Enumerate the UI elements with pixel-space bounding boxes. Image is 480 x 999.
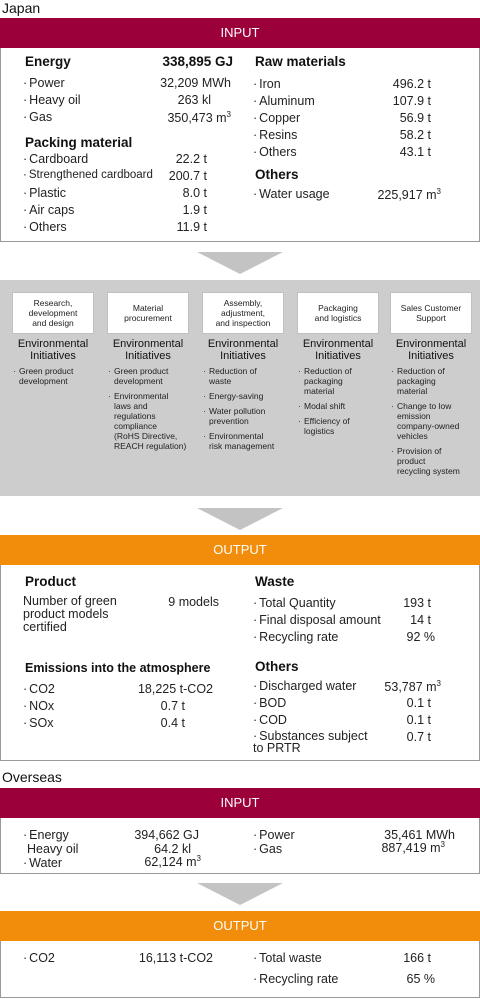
emission-sox-label: · SOx: [23, 716, 53, 730]
stage-assembly-item: · Reduction of waste: [202, 366, 284, 386]
packing-others-label: · Others: [23, 220, 67, 234]
bod-label: · BOD: [253, 696, 286, 710]
raw-materials-title: Raw materials: [255, 54, 346, 69]
raw-iron-label: · Iron: [253, 77, 281, 91]
energy-heavy-oil-label: · Heavy oil: [23, 93, 81, 107]
japan-output-box: [0, 565, 480, 761]
raw-aluminum-value: 107.9 t: [392, 94, 431, 108]
energy-gas-label: · Gas: [23, 110, 52, 124]
discharged-water-label: · Discharged water: [253, 679, 356, 693]
waste-total-value: 193 t: [403, 596, 431, 610]
stage-sales-item: · Provision of product recycling system: [390, 446, 476, 476]
stage-sales-initiatives: Environmental Initiatives: [395, 338, 467, 362]
stage-research-item: · Green product development: [12, 366, 94, 386]
ov-gas-label: · Gas: [253, 842, 282, 856]
stage-packaging: [297, 292, 379, 441]
ov-power-value: 35,461 MWh: [384, 828, 455, 842]
ov-co2-label: · CO2: [23, 951, 55, 965]
ov-heavy-oil-value: 64.2 kl: [154, 842, 191, 856]
emission-sox-value: 0.4 t: [160, 716, 185, 730]
stage-assembly-item: · Environmental risk management: [202, 431, 284, 451]
emission-nox-value: 0.7 t: [160, 699, 185, 713]
packing-others-value: 11.9 t: [176, 220, 207, 234]
stage-procurement-initiatives: Environmental Initiatives: [112, 338, 184, 362]
arrow-down-icon: [197, 252, 283, 274]
stage-research-initiatives: Environmental Initiatives: [17, 338, 89, 362]
packing-strengthened-label: · Strengthened cardboard: [23, 169, 153, 181]
stage-packaging-initiatives: Environmental Initiatives: [302, 338, 374, 362]
energy-heavy-oil-value: 263 kl: [177, 93, 211, 107]
packing-title: Packing material: [25, 135, 133, 150]
product-title: Product: [25, 574, 77, 589]
discharged-water-value: 53,787 $m^3$: [384, 679, 441, 695]
ov-power-label: · Power: [253, 828, 295, 842]
raw-resins-value: 58.2 t: [399, 128, 431, 142]
stage-assembly-initiatives: Environmental Initiatives: [207, 338, 279, 362]
stage-packaging-item: · Modal shift: [297, 401, 379, 411]
overseas-input-box: [0, 818, 480, 874]
prtr-label: · Substances subject to PRTR: [253, 730, 368, 754]
stage-sales: [390, 292, 476, 481]
packing-strengthened-value: 200.7 t: [168, 169, 207, 183]
stage-packaging-item: · Efficiency of logistics: [297, 416, 379, 436]
process-flow: [0, 280, 480, 496]
water-usage-value: 225,917 $m^3$: [377, 187, 441, 203]
waste-title: Waste: [255, 574, 295, 589]
packing-cardboard-label: · Cardboard: [23, 152, 88, 166]
arrow-down-icon: [197, 883, 283, 905]
raw-iron-value: 496.2 t: [392, 77, 431, 91]
raw-others-label: · Others: [253, 145, 297, 159]
waste-final-value: 14 t: [410, 613, 431, 627]
green-models-value: 9 models: [168, 595, 219, 609]
raw-others-value: 43.1 t: [399, 145, 431, 159]
emission-co2-label: · CO2: [23, 682, 55, 696]
bod-value: 0.1 t: [406, 696, 431, 710]
stage-assembly-item: · Energy-saving: [202, 391, 284, 401]
stage-procurement-title: Material procurement: [107, 292, 189, 334]
stage-assembly-item: · Water pollution prevention: [202, 406, 284, 426]
water-usage-label: · Water usage: [253, 187, 330, 201]
stage-procurement-item: · Green product development: [107, 366, 189, 386]
packing-cardboard-value: 22.2 t: [175, 152, 207, 166]
stage-assembly: [202, 292, 284, 456]
packing-plastic-label: · Plastic: [23, 186, 66, 200]
arrow-down-icon: [197, 508, 283, 530]
emission-co2-value: 18,225 t-CO2: [137, 682, 213, 696]
stage-packaging-item: · Reduction of packaging material: [297, 366, 379, 396]
waste-recycling-label: · Recycling rate: [253, 630, 338, 644]
stage-assembly-title: Assembly, adjustment, and inspection: [202, 292, 284, 334]
ov-gas-value: 887,419 $m^3$: [381, 840, 445, 856]
energy-title: Energy: [25, 54, 71, 69]
stage-sales-title: Sales Customer Support: [390, 292, 472, 334]
ov-recycling-label: · Recycling rate: [253, 972, 338, 986]
stage-sales-item: · Change to low emission company-owned vehicles: [390, 401, 476, 441]
energy-gas-value: 350,473 $m^3$: [167, 110, 231, 126]
ov-water-label: · Water: [23, 856, 62, 870]
stage-procurement: [107, 292, 189, 456]
overseas-output-box: [0, 941, 480, 998]
raw-aluminum-label: · Aluminum: [253, 94, 315, 108]
stage-sales-item: · Reduction of packaging material: [390, 366, 476, 396]
stage-packaging-title: Packaging and logistics: [297, 292, 379, 334]
ov-water-value: 62,124 $m^3$: [144, 854, 201, 870]
waste-total-label: · Total Quantity: [253, 596, 336, 610]
ov-co2-value: 16,113 t-CO2: [138, 951, 213, 965]
waste-recycling-value: 92 %: [406, 630, 435, 644]
ov-energy-value: 394,662 GJ: [134, 828, 199, 842]
stage-procurement-item: · Environmental laws and regulations compliance (RoHS Directive, REACH regulation): [107, 391, 189, 451]
overseas-input-header: INPUT: [0, 788, 480, 818]
input-others-title: Others: [255, 167, 299, 182]
raw-copper-label: · Copper: [253, 111, 300, 125]
raw-copper-value: 56.9 t: [399, 111, 431, 125]
energy-power-value: 32,209 MWh: [160, 76, 231, 90]
energy-power-label: · Power: [23, 76, 65, 90]
japan-input-box: [0, 48, 480, 242]
ov-total-waste-value: 166 t: [403, 951, 431, 965]
japan-input-header: INPUT: [0, 18, 480, 48]
output-others-title: Others: [255, 659, 299, 674]
overseas-output-header: OUTPUT: [0, 911, 480, 941]
packing-plastic-value: 8.0 t: [182, 186, 207, 200]
emissions-title: Emissions into the atmosphere: [25, 661, 211, 675]
cod-label: · COD: [253, 713, 287, 727]
stage-research: [12, 292, 94, 391]
waste-final-label: · Final disposal amount: [253, 613, 381, 627]
ov-recycling-value: 65 %: [406, 972, 435, 986]
ov-total-waste-label: · Total waste: [253, 951, 322, 965]
green-models-label: Number of green product models certified: [23, 594, 117, 634]
energy-total: 338,895 GJ: [162, 54, 233, 69]
ov-heavy-oil-label: Heavy oil: [27, 842, 79, 856]
japan-output-header: OUTPUT: [0, 535, 480, 565]
emission-nox-label: · NOx: [23, 699, 54, 713]
region-label-japan: Japan: [2, 0, 41, 16]
raw-resins-label: · Resins: [253, 128, 297, 142]
stage-research-title: Research, development and design: [12, 292, 94, 334]
prtr-value: 0.7 t: [406, 730, 431, 744]
region-label-overseas: Overseas: [2, 769, 62, 785]
ov-energy-label: · Energy: [23, 828, 69, 842]
packing-air-caps-label: · Air caps: [23, 203, 74, 217]
cod-value: 0.1 t: [406, 713, 431, 727]
packing-air-caps-value: 1.9 t: [182, 203, 207, 217]
